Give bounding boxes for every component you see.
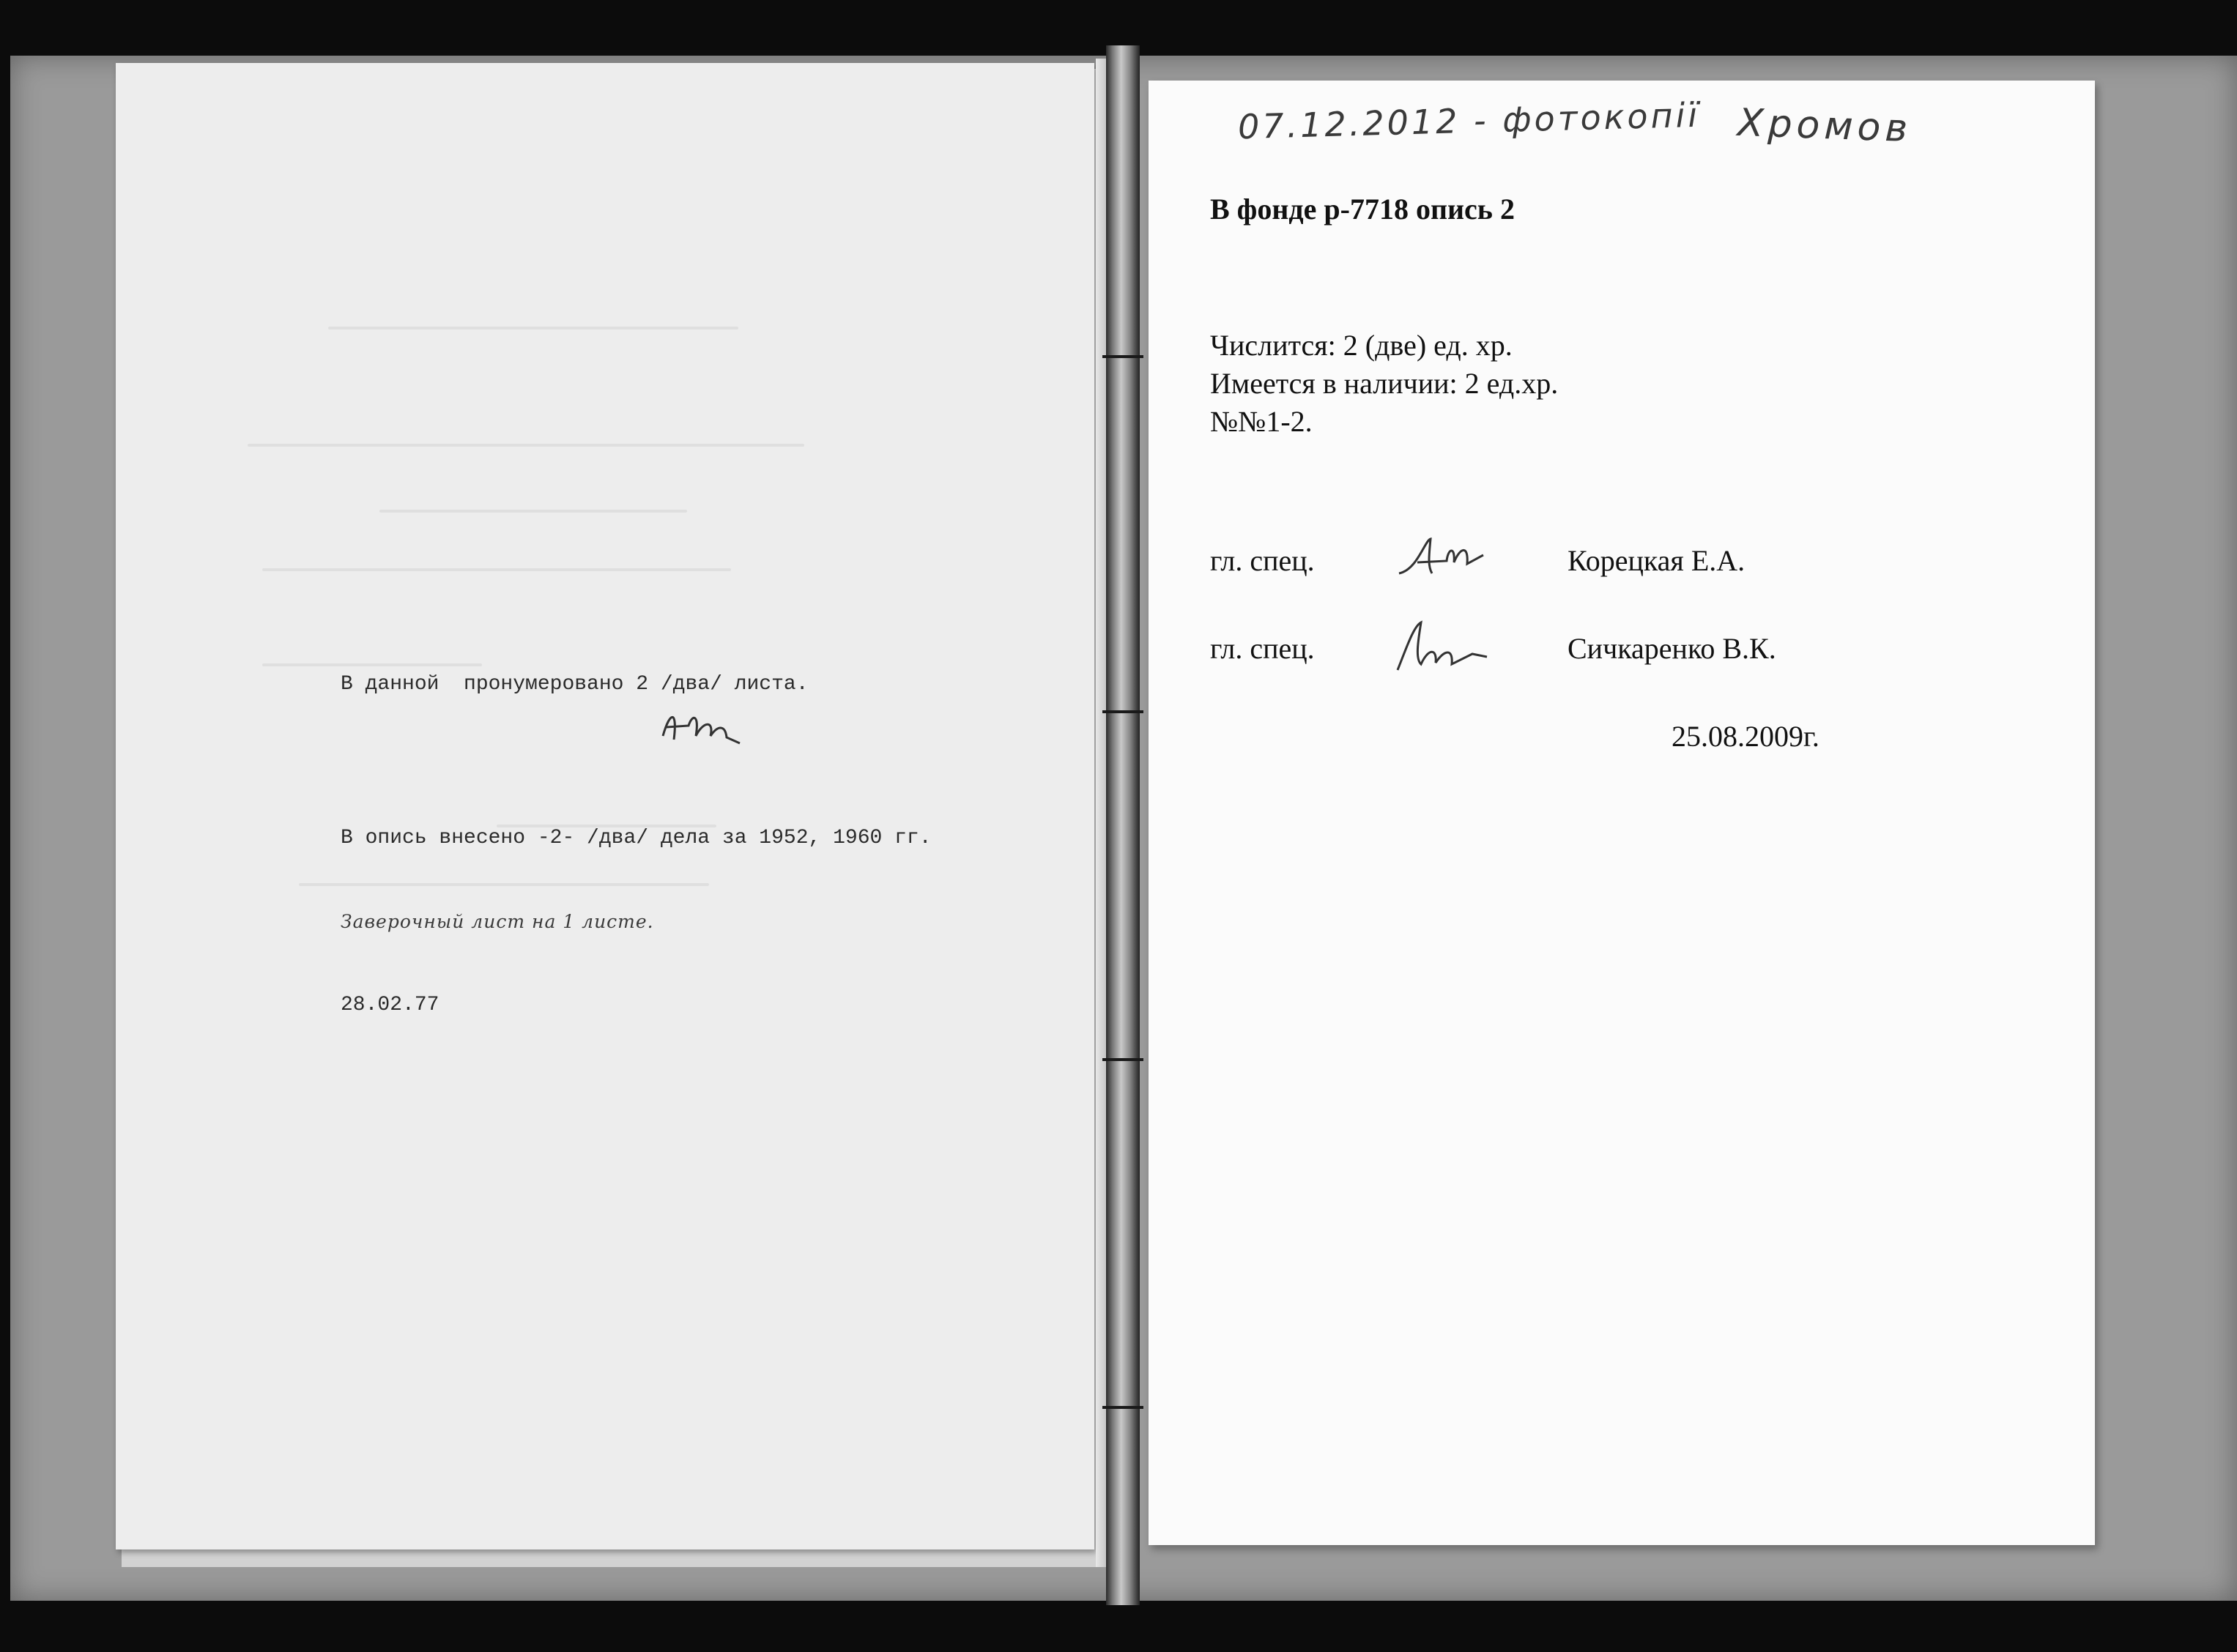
binding-spine: [1106, 45, 1140, 1605]
binding-stitch: [1102, 1058, 1143, 1061]
fund-title: В фонде р-7718 опись 2: [1210, 193, 1515, 226]
binding-stitch: [1102, 1406, 1143, 1409]
signatory-name-2: Сичкаренко В.К.: [1568, 632, 1776, 665]
document-date: 25.08.2009г.: [1672, 720, 1819, 753]
count-listed: Числится: 2 (две) ед. хр.: [1210, 329, 1513, 362]
typewritten-certification: [341, 615, 932, 1047]
binding-stitch: [1102, 710, 1143, 713]
typed-line-inventory: В опись внесено -2- /два/ дела за 1952, 1960 гг.: [341, 827, 932, 849]
handwritten-name: Хромов: [1737, 100, 1913, 152]
item-numbers: №№1-2.: [1210, 405, 1313, 438]
signature-sichkarenko: [1392, 619, 1494, 677]
signature-role-2: гл. спец.: [1210, 632, 1315, 665]
count-available: Имеется в наличии: 2 ед.хр.: [1210, 367, 1559, 400]
handwritten-note: 07.12.2012 - фотокопії: [1237, 94, 1701, 147]
handwritten-line: Заверочный лист на 1 листе.: [341, 911, 654, 932]
typed-date: 28.02.77: [341, 994, 439, 1016]
typed-line-sheets: В данной пронумеровано 2 /два/ листа.: [341, 673, 809, 696]
right-page: [1149, 81, 2095, 1545]
signatory-name-1: Корецкая Е.А.: [1568, 544, 1746, 577]
left-signature: [659, 707, 762, 751]
signature-role-1: гл. спец.: [1210, 544, 1315, 577]
binding-stitch: [1102, 355, 1143, 358]
signature-koretskaya: [1395, 533, 1491, 584]
